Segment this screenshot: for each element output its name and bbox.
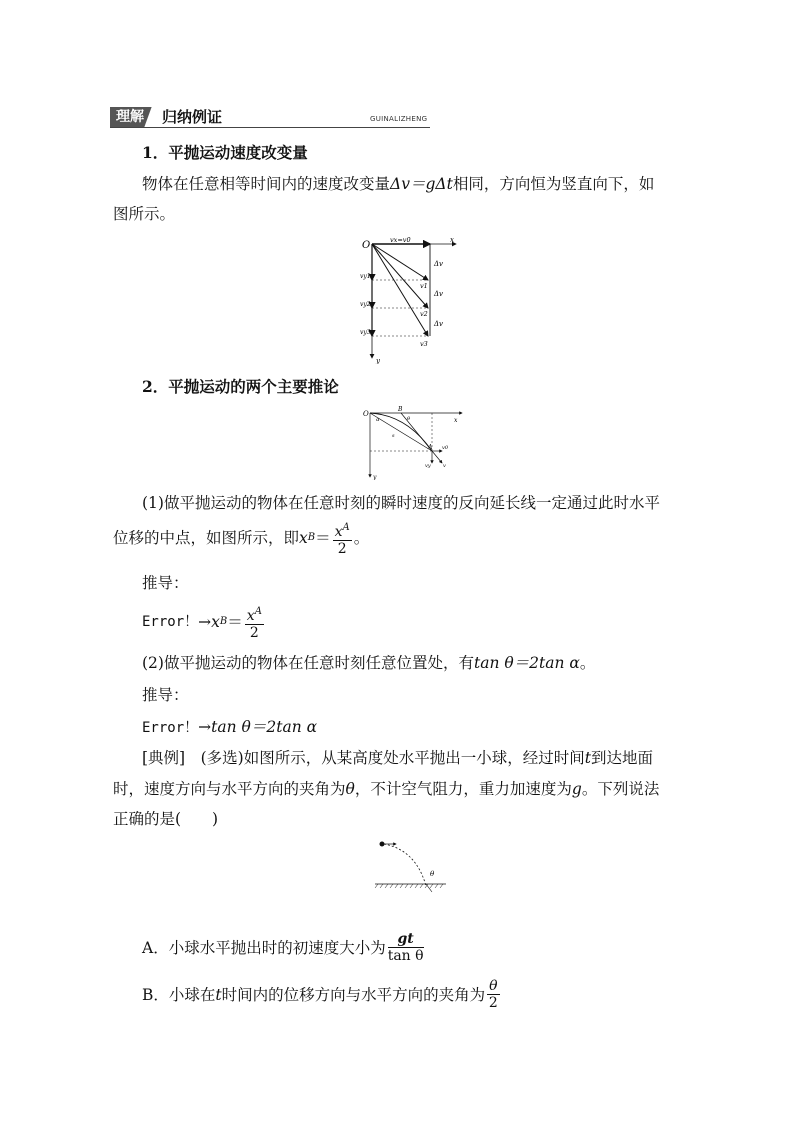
delta-v-label-1: Δv [434, 260, 444, 268]
fraction-denominator: tan θ [387, 948, 424, 964]
error-text: Error！ [142, 720, 199, 736]
example-text: ，不计空气阻力，重力加速度为 [354, 780, 572, 798]
option-b-fraction [487, 979, 499, 1011]
option-a-text: A．小球水平抛出时的初速度大小为 [142, 939, 386, 957]
velocity-change-figure [360, 236, 470, 364]
section1-heading: 1．平抛运动速度改变量 [142, 143, 308, 162]
fraction-numerator: x [246, 607, 255, 624]
tan-result: tan θ＝2tan α [211, 718, 318, 736]
example-text: 时，速度方向与水平方向的夹角为 [113, 780, 346, 798]
trajectory-dashed [384, 844, 426, 886]
error-text: Error！ [142, 614, 199, 630]
v-label: v [443, 463, 446, 469]
inference2-derivation [142, 716, 317, 739]
period: 。 [353, 529, 370, 547]
arrow-symbol: → [198, 613, 212, 631]
v1-label: v1 [420, 282, 428, 290]
section1-para-line2: 图所示。 [113, 205, 176, 223]
inference1-derivation [142, 604, 266, 640]
xb-subscript: B [307, 532, 316, 543]
vy3-label: vy3 [360, 329, 371, 336]
inference1-derive-label: 推导： [142, 574, 189, 592]
section2-heading: 2．平抛运动的两个主要推论 [142, 377, 339, 396]
x-axis-label: x [450, 236, 454, 244]
para-text: 物体在任意相等时间内的速度改变量 [142, 175, 391, 193]
theta-symbol: θ [345, 780, 355, 798]
option-a [142, 928, 426, 968]
period: 。 [579, 654, 596, 672]
vy-label: vy [425, 463, 431, 469]
origin-label: O [363, 410, 369, 418]
time-symbol: t [584, 749, 591, 767]
fraction-numerator: x [334, 523, 343, 540]
theta-label: θ [407, 416, 411, 422]
xa-over-2-fraction [333, 520, 352, 557]
fraction-numerator: θ [489, 978, 498, 994]
vy1-label: vy1 [360, 273, 371, 280]
example-tag: [典例] [142, 749, 186, 767]
option-b [142, 975, 502, 1015]
inference1-line1: (1)做平抛运动的物体在任意时刻的瞬时速度的反向延长线一定通过此时水平 [142, 494, 660, 512]
vy2-label: vy2 [360, 301, 371, 308]
ground-hatching [375, 884, 443, 888]
para-text: 相同，方向恒为竖直向下，如 [452, 175, 655, 193]
option-a-fraction [388, 932, 424, 964]
example-line2 [113, 778, 659, 800]
tan-formula: tan θ＝2tan α [473, 654, 580, 672]
v1-arrow [372, 244, 428, 280]
example-text: 到达地面 [590, 749, 653, 767]
fraction-superscript: A [254, 605, 262, 617]
y-axis-label: y [376, 357, 380, 364]
ball-projectile-figure [370, 836, 450, 894]
fraction-denominator: 2 [337, 540, 347, 557]
delta-v-label-3: Δv [434, 320, 444, 328]
alpha-label: α [376, 417, 380, 423]
v3-label: v3 [420, 340, 428, 348]
inference2-derive-label: 推导： [142, 686, 189, 704]
time-symbol: t [215, 986, 222, 1004]
impact-velocity-line [426, 884, 432, 892]
v2-arrow [372, 244, 428, 308]
xb-symbol: x [211, 613, 220, 631]
xb-subscript: B [219, 616, 228, 627]
x-axis-label: x [454, 417, 458, 424]
point-b-label: B [398, 406, 403, 413]
inference2-line1 [142, 652, 595, 674]
g-symbol: g [571, 780, 582, 798]
s-label: s [392, 433, 395, 439]
v0-label: v0 [442, 445, 449, 451]
example-line3: 正确的是( ) [113, 810, 219, 828]
inference2-text: (2)做平抛运动的物体在任意时刻任意位置处，有 [142, 654, 474, 672]
option-b-text: B．小球在 [142, 986, 216, 1004]
origin-label: O [362, 240, 371, 251]
point-a-label: A [428, 444, 433, 451]
example-line1 [142, 747, 653, 769]
section-title: 归纳例证 [162, 108, 223, 126]
projectile-inference-figure [362, 405, 472, 480]
para-formula: Δv＝gΔt [390, 175, 453, 193]
option-b-text: 时间内的位移方向与水平方向的夹角为 [221, 986, 486, 1004]
velocity-arrow [432, 451, 442, 463]
section-tag-text: 理解 [116, 109, 144, 125]
inference1-line2 [113, 520, 369, 556]
arrow-symbol: → [198, 718, 212, 736]
v2-label: v2 [420, 310, 428, 318]
theta-label: θ [430, 870, 435, 878]
ball-icon [380, 842, 385, 847]
section1-para-line1 [142, 173, 654, 195]
fraction-superscript: A [342, 521, 350, 533]
example-text: (多选)如图所示，从某高度处水平抛出一小球，经过时间 [200, 749, 585, 767]
fraction-numerator: gt [388, 932, 424, 948]
header-rule [110, 127, 430, 128]
fraction-denominator: 2 [488, 995, 498, 1011]
equals-sign: ＝ [227, 613, 243, 631]
inference1-text: 位移的中点，如图所示，即 [113, 529, 300, 547]
y-axis-label: y [373, 474, 377, 480]
vx-label: vx=v0 [390, 236, 411, 244]
delta-v-label-2: Δv [434, 290, 444, 298]
example-text: 。下列说法 [581, 780, 660, 798]
xa-over-2-fraction [245, 604, 264, 641]
v3-arrow [372, 244, 428, 336]
fraction-denominator: 2 [249, 624, 259, 641]
section-subtitle: GUINALIZHENG [370, 115, 428, 123]
xb-symbol: x [299, 529, 308, 547]
equals-sign: ＝ [315, 529, 331, 547]
